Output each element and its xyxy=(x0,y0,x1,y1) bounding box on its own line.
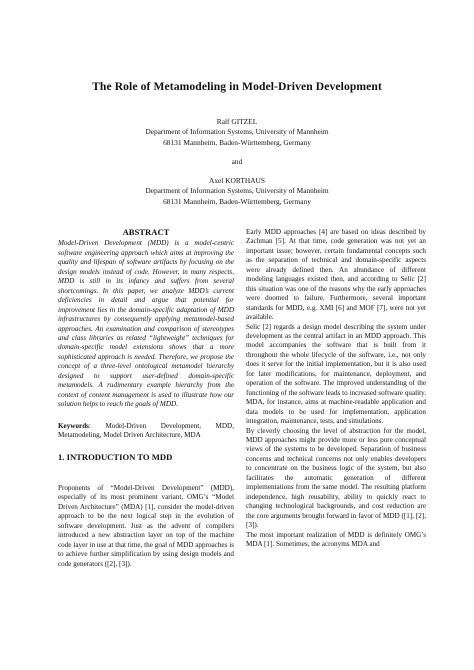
keywords-text: : Model-Driven Development, MDD, Metamodeling, Model Driven Architecture, MDA xyxy=(58,421,234,440)
left-column xyxy=(58,228,258,569)
abstract-text: Model-Driven Development (MDD) is a model-centric software engineering approach which aims at improving the quality and lifespan of software artifacts by focusing on the design models instead of code. However, in many respects, MDD is still in its infancy and suffers from several shortcomings. In this paper, we analyze MDD’s current deficiencies in detail and argue that potential for improvement lies in the domain-specific adaptation of MDD infrastructures by consequently applying metamodel-based approaches. An examination and comparison of stereotypes and class libraries as related “lightweight” techniques for domain-specific model extensions shows that a more sophisticated approach is needed. Therefore, we propose the concept of a three-level ontological metamodel hierarchy designed to support user-defined domain-specific metamodels. A rudimentary example hierarchy from the context of content management is used to illustrate how our solution helps to reach the goals of MDD. xyxy=(58,239,234,409)
author-conjunction: and xyxy=(231,156,243,166)
right-paragraph-3: By cleverly choosing the level of abstraction for the model, MDD approaches might provide more or less pure conceptual views of the systems to be developed. Separation of business concerns and technical concerns not only enables developers to concentrate on the business logic of the system, but also facilitates the automatic generation of different implementations from the same model. The resulting platform independence, high reusability, ability to quickly react to changing technological backgrounds, and cost reduction are the core arguments brought forward in favor of MDD ([1], [2], [3]). xyxy=(246,426,426,530)
right-paragraph-1: Early MDD approaches [4] are based on ideas described by Zachman [5]. At that time, code generation was not yet an important issue; however, certain fundamental concepts such as the separation of technical and domain-specific aspects were already defined then. An abundance of different modeling languages existed then, and according to Selic [2] this situation was one of the reasons why the early approaches were doomed to failure. Furthermore, several important standards for MDD, e.g. XMI [6] and MOF [7], were not yet available. xyxy=(246,228,426,322)
author1-affiliation: Department of Information Systems, University of Mannheim xyxy=(145,127,329,137)
author2-name: Axel KORTHAUS xyxy=(208,176,265,186)
author2-affiliation: Department of Information Systems, University of Mannheim xyxy=(145,186,329,196)
abstract-heading: ABSTRACT xyxy=(122,227,170,237)
keywords-label: Keywords xyxy=(58,421,89,430)
paper-title: The Role of Metamodeling in Model-Driven Development xyxy=(92,80,382,93)
author-block xyxy=(0,117,474,207)
right-column xyxy=(246,228,426,549)
keywords xyxy=(58,422,234,441)
right-paragraph-4: The most important realization of MDD is definitely OMG’s MDA [1]. Sometimes, the acronyms MDA and xyxy=(246,530,426,548)
author1-address: 68131 Mannheim, Baden-Württemberg, Germany xyxy=(163,137,311,147)
intro-paragraph: Proponents of “Model-Driven Development” (MDD), especially of its most prominent variant, OMG’s “Model Driven Architecture” (MDA) [1], consider the model-driven approach to be the next logical step in the evolution of software development. Just as the advent of compilers introduced a new abstraction layer on top of the machine code layer in use at that time, the goal of MDD approaches is to achieve further simplification by using design models and code generators ([2], [3]). xyxy=(58,483,234,568)
author2-address: 68131 Mannheim, Baden-Württemberg, Germany xyxy=(163,196,311,206)
right-paragraph-2: Selic [2] regards a design model describing the system under development as the central artifact in an MDD approach. This model accompanies the software that is built from it throughout the whole lifecycle of the software, i.e., not only does it serve for the initial implementation, but it is also used for later modifications, for maintenance, deployment, and operation of the software. The improved understanding of the functioning of the software leads to increased software quality. MDA, for instance, aims at machine-readable application and data models to be used for implementation, application integration, maintenance, tests, and simulations. xyxy=(246,322,426,426)
author1-name: Ralf GITZEL xyxy=(216,117,258,126)
section-heading-introduction: 1. INTRODUCTION TO MDD xyxy=(58,451,173,462)
